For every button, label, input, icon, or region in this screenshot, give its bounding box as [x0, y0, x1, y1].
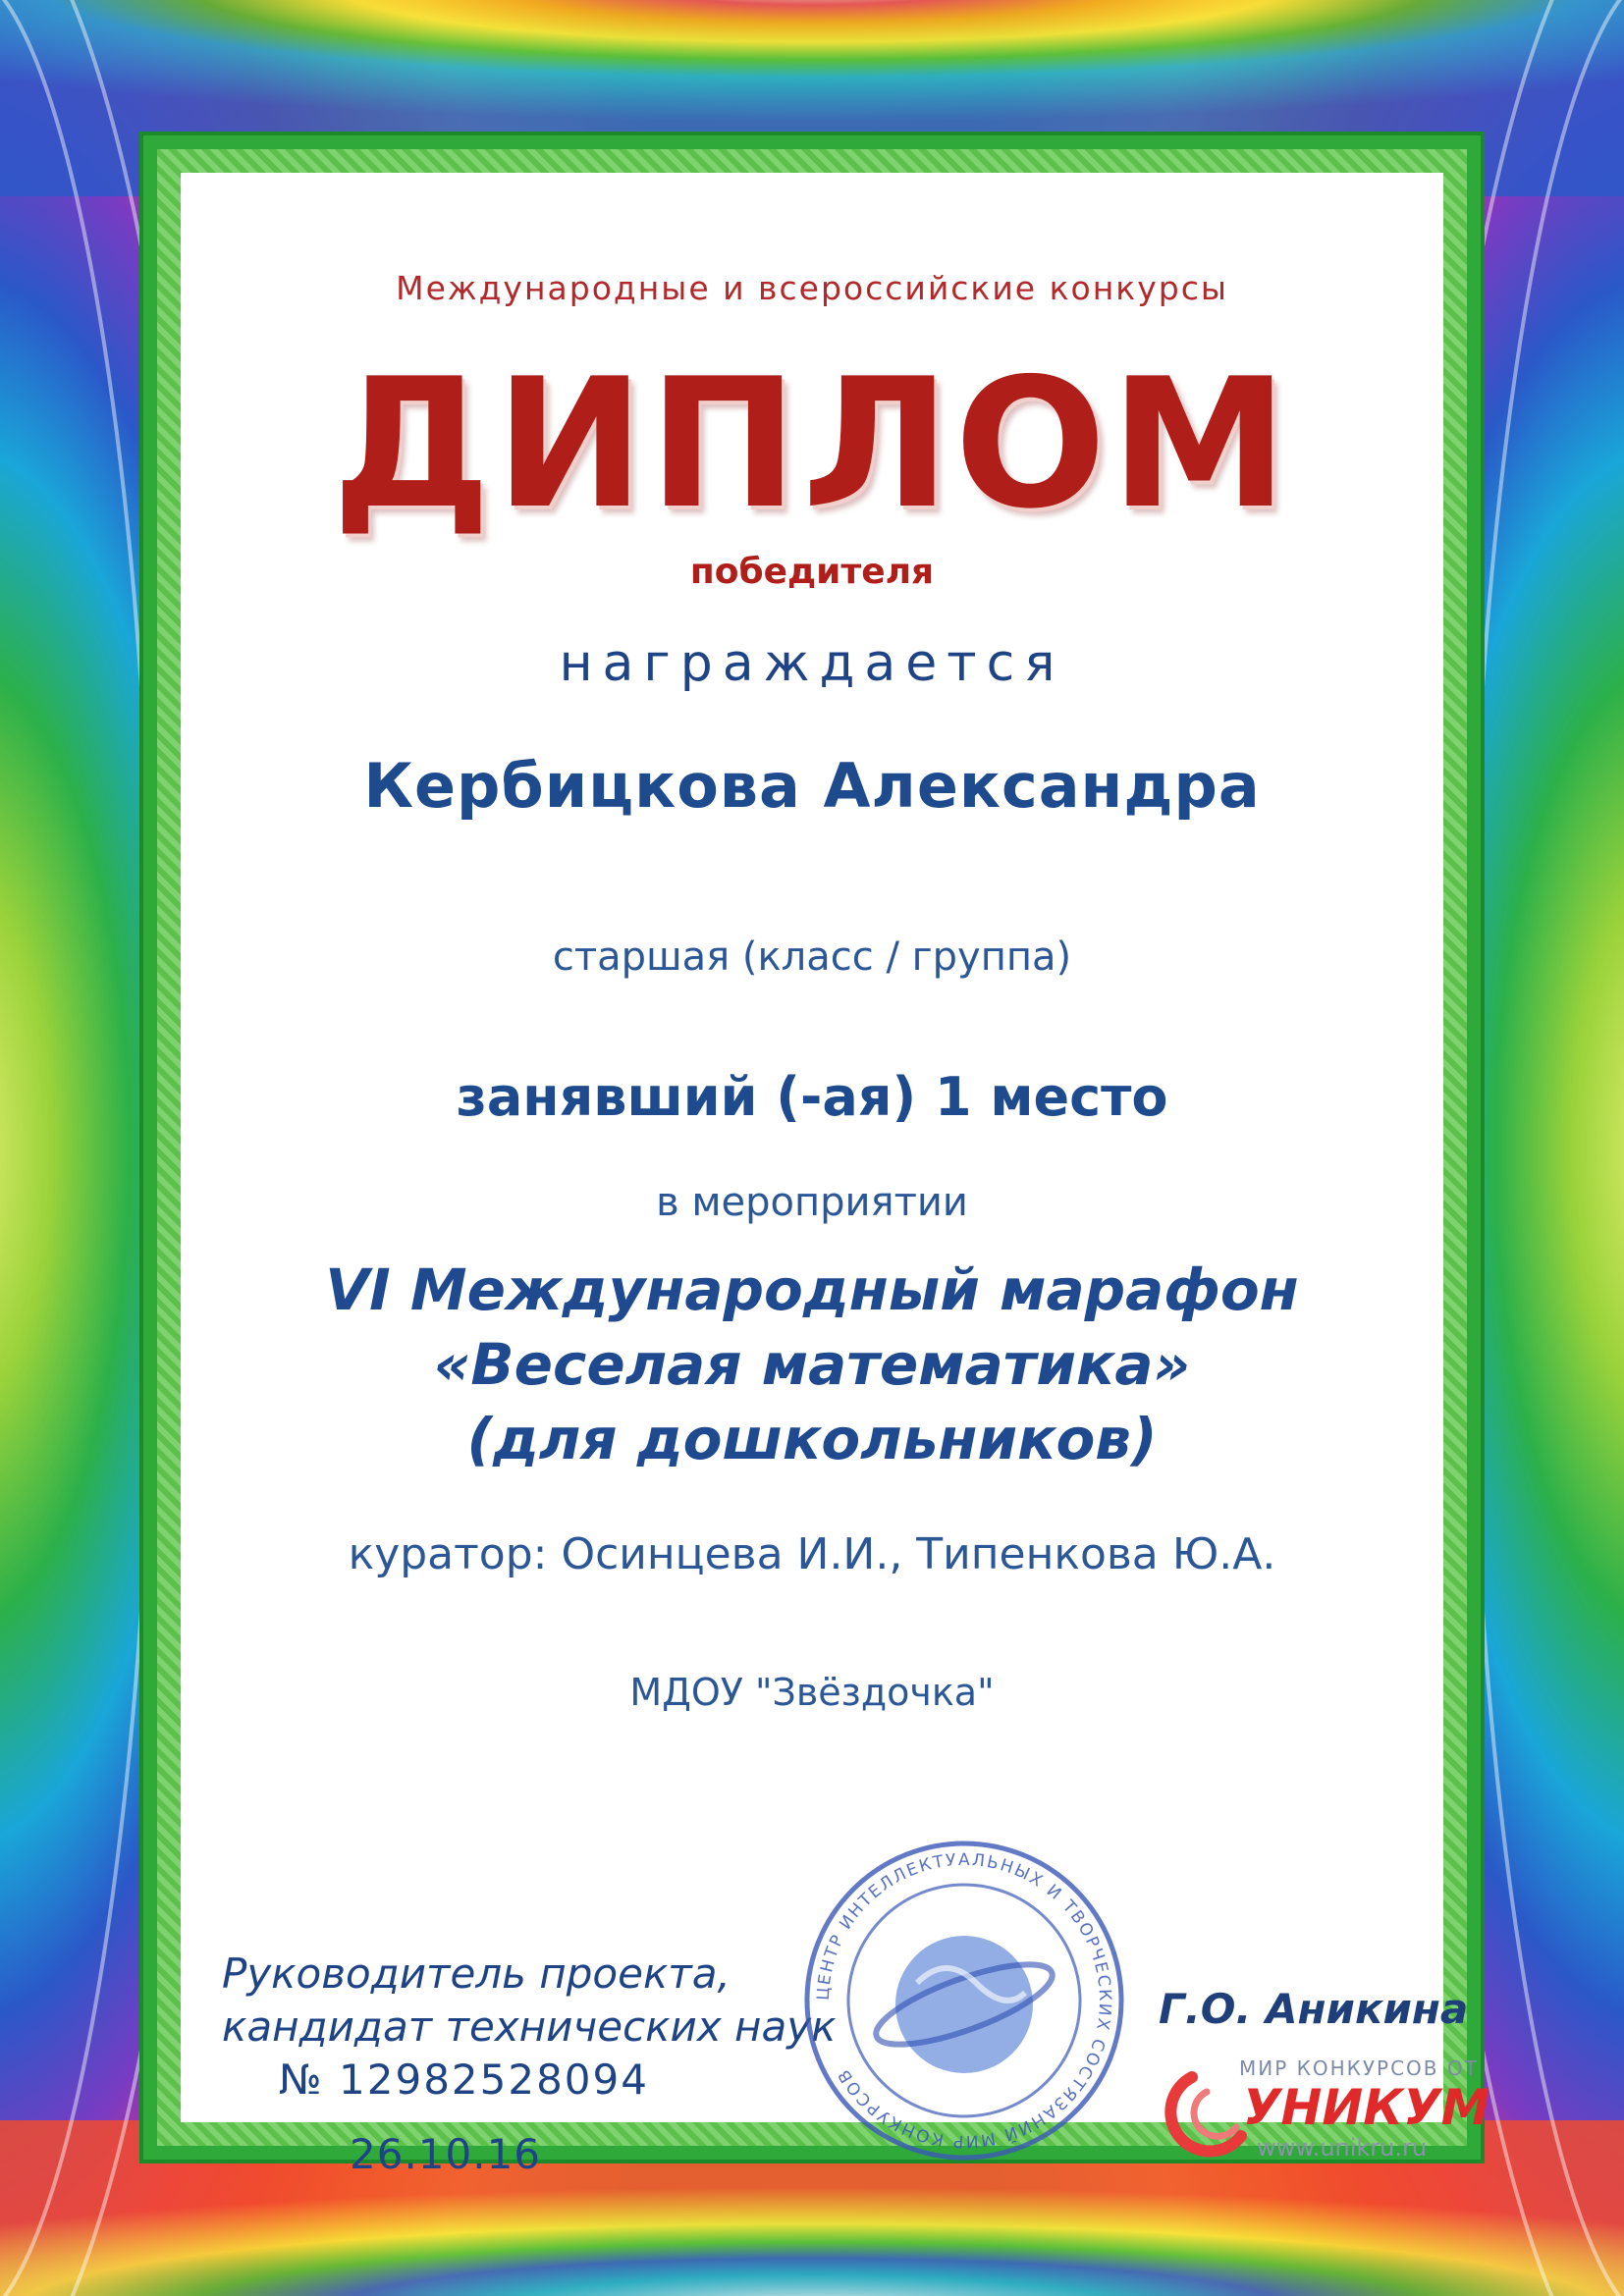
diploma-number: № 12982528094: [279, 2056, 649, 2104]
official-seal: [799, 1836, 1129, 2165]
event-title-line2: «Веселая математика»: [433, 1331, 1191, 1398]
institution-name: МДОУ "Звёздочка": [629, 1671, 995, 1714]
diploma-date: 26.10.16: [350, 2130, 542, 2178]
certificate-paper: [181, 173, 1490, 2178]
recipient-name: Кербицкова Александра: [363, 750, 1261, 822]
signatory-name: Г.О. Аникина: [1159, 1985, 1469, 2033]
certificate-frame: [139, 132, 1490, 2178]
svg-text:МИР КОНКУРСОВ ОТ: МИР КОНКУРСОВ ОТ: [1239, 2056, 1479, 2080]
diploma-title: ДИПЛОМ: [332, 340, 1292, 548]
event-title-line3: (для дошкольников): [466, 1406, 1158, 1472]
result-place: занявший (-ая) 1 место: [456, 1066, 1168, 1128]
diploma-subtitle: победителя: [689, 552, 935, 592]
event-title: [181, 1253, 1443, 1476]
svg-text:ЦЕНТР ИНТЕЛЛЕКТУАЛЬНЫХ И ТВОРЧ: ЦЕНТР ИНТЕЛЛЕКТУАЛЬНЫХ И ТВОРЧЕСКИХ СОСТЯЗАНИЙ МИР КОНКУРСОВ: [813, 1849, 1115, 2152]
recipient-group: старшая (класс / группа): [552, 934, 1072, 980]
curator-line: куратор: Осинцева И.И., Типенкова Ю.А.: [348, 1529, 1276, 1579]
awarded-label: награждается: [559, 634, 1065, 693]
leader-line2: кандидат технических наук: [222, 2002, 837, 2051]
project-leader: [222, 1948, 836, 2054]
leader-line1: Руководитель проекта,: [222, 1949, 731, 1998]
event-prefix: в мероприятии: [656, 1180, 968, 1225]
frame-border-pattern: [157, 149, 1490, 2178]
unikum-logo: [1153, 2048, 1496, 2165]
organizer-line: Международные и всероссийские конкурсы: [396, 269, 1228, 307]
svg-text:www.unikru.ru: www.unikru.ru: [1257, 2134, 1428, 2162]
event-title-line1: VI Международный марафон: [325, 1256, 1299, 1323]
svg-text:УНИКУМ: УНИКУМ: [1243, 2079, 1490, 2136]
